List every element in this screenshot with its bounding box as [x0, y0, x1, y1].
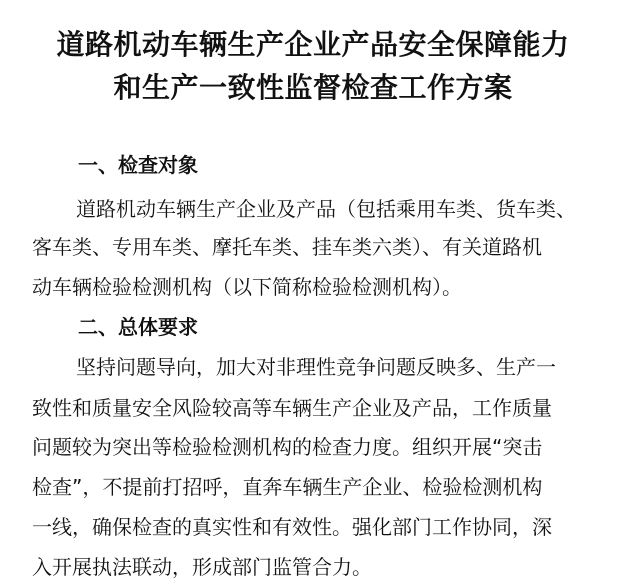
paragraph-line: 致性和质量安全风险较高等车辆生产企业及产品，工作质量 — [32, 396, 552, 420]
paragraph-line: 道路机动车辆生产企业及产品（包括乘用车类、货车类、 — [76, 197, 576, 221]
document-title-line-2: 和生产一致性监督检查工作方案 — [113, 71, 513, 104]
paragraph-line: 客车类、专用车类、摩托车类、挂车类六类）、有关道路机 — [32, 235, 542, 259]
paragraph-line: 一线，确保检查的真实性和有效性。强化部门工作协同，深 — [32, 515, 552, 539]
section-heading-inspection-targets: 一、检查对象 — [78, 153, 198, 177]
paragraph-line: 检查”，不提前打招呼，直奔车辆生产企业、检验检测机构 — [32, 475, 543, 499]
document-title-line-1: 道路机动车辆生产企业产品安全保障能力 — [56, 28, 570, 61]
paragraph-line: 坚持问题导向，加大对非理性竞争问题反映多、生产一 — [76, 355, 556, 379]
paragraph-line: 入开展执法联动，形成部门监管合力。 — [32, 555, 372, 579]
paragraph-line: 问题较为突出等检验检测机构的检查力度。组织开展“突击 — [32, 435, 543, 459]
paragraph-line: 动车辆检验检测机构（以下简称检验检测机构）。 — [32, 275, 462, 299]
section-heading-general-requirements: 二、总体要求 — [78, 315, 198, 339]
